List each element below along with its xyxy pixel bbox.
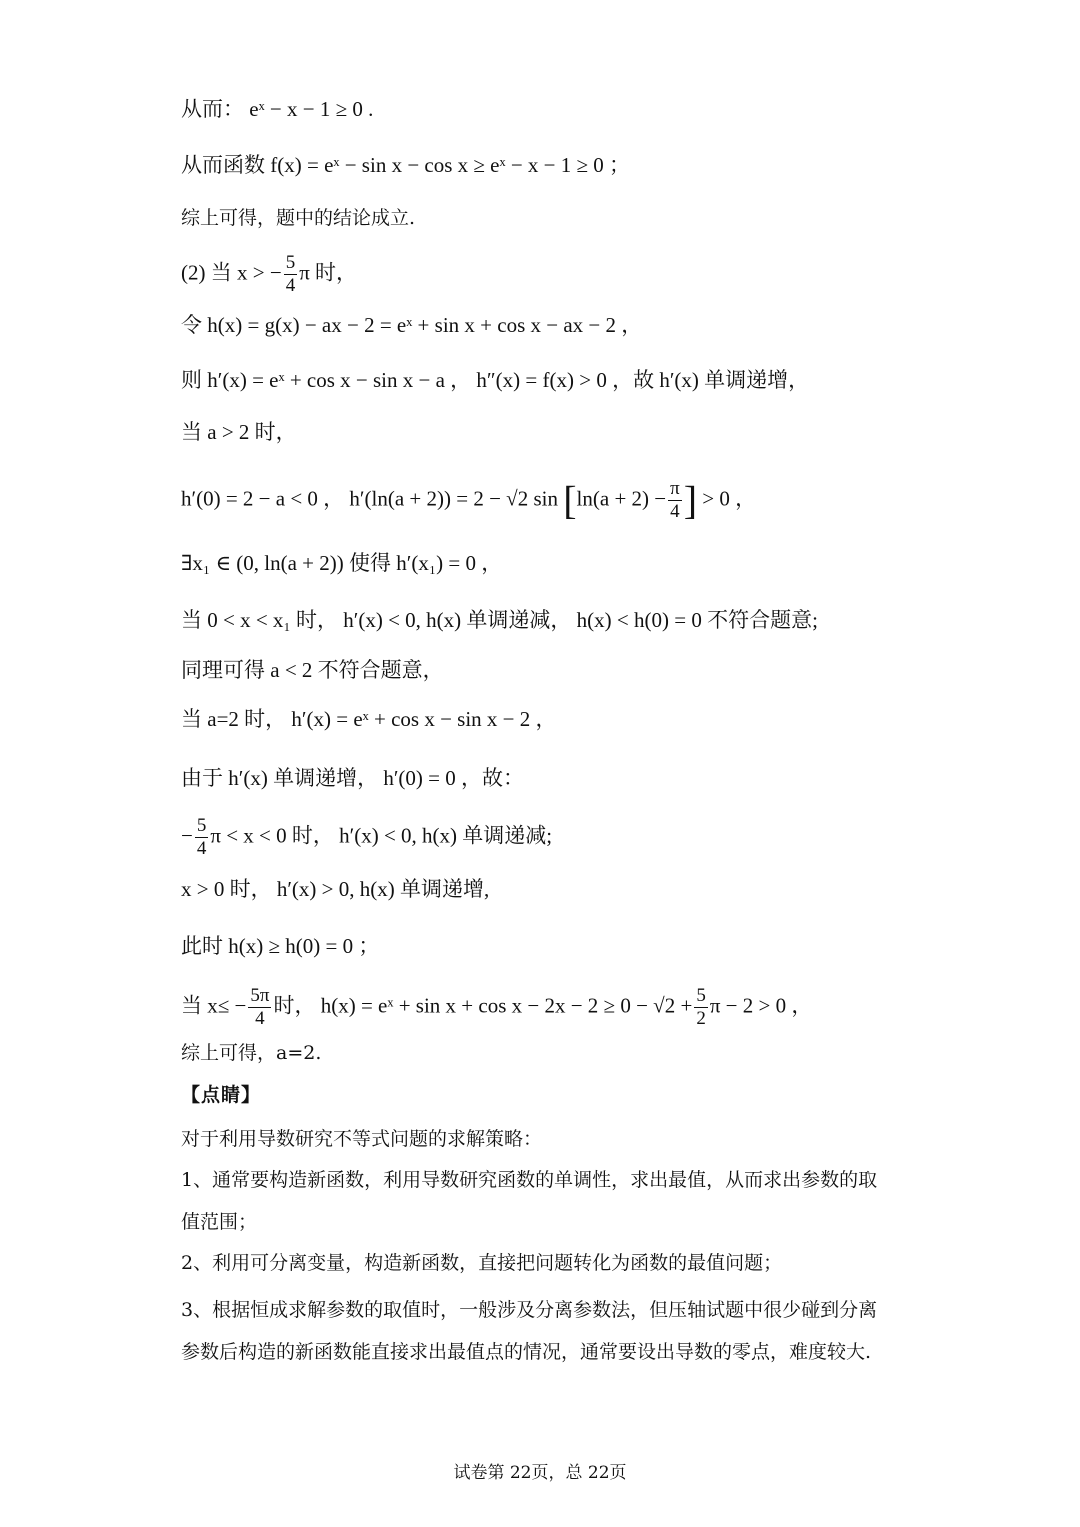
note-item-2: 2、利用可分离变量，构造新函数，直接把问题转化为函数的最值问题；: [181, 1252, 783, 1274]
fraction-numerator: π: [670, 478, 680, 499]
line-11: 同理可得 a < 2 不符合题意，: [181, 658, 444, 682]
line-13: 由于 h′(x) 单调递增， h′(0) = 0 ，故：: [181, 766, 525, 790]
line-7: 当 a > 2 时，: [181, 420, 297, 444]
fraction: [284, 252, 298, 297]
line-8-post: > 0 ，: [702, 486, 757, 511]
fraction-denominator: 4: [196, 838, 207, 859]
fraction: [248, 985, 271, 1030]
line-12: 当 a=2 时， h′(x) = eˣ + cos x − sin x − 2 ，: [181, 707, 557, 731]
line-14: [181, 815, 911, 860]
fraction-numerator: 5: [196, 815, 207, 836]
fraction-denominator: 2: [696, 1008, 706, 1029]
note-title: 【点睛】: [181, 1084, 262, 1106]
note-intro: 对于利用导数研究不等式问题的求解策略：: [181, 1128, 543, 1150]
line-17: [181, 985, 911, 1030]
line-8-mid: ln(a + 2) −: [576, 486, 667, 511]
left-bracket: [: [563, 477, 577, 523]
line-17-pre: 当 x≤ −: [181, 993, 247, 1018]
line-5: 令 h(x) = g(x) − ax − 2 = eˣ + sin x + cos x − ax − 2 ，: [181, 313, 643, 337]
line-8: [181, 478, 911, 523]
line-18: 综上可得，a=2.: [181, 1042, 322, 1064]
page-footer: 试卷第 22页，总 22页: [453, 1463, 627, 1483]
line-4: [181, 252, 911, 297]
fraction-denominator: 4: [285, 275, 296, 296]
line-10: 当 0 < x < x₁ 时， h′(x) < 0, h(x) 单调递减， h(x) < h(0) = 0 不符合题意;: [181, 608, 818, 632]
note-item-3: 3、根据恒成求解参数的取值时，一般涉及分离参数法，但压轴试题中很少碰到分离参数后构造的新函数能直接求出最值点的情况，通常要设出导数的零点，难度较大.: [181, 1299, 878, 1363]
fraction-denominator: 4: [255, 1008, 265, 1029]
line-4-pre: (2) 当 x > −: [181, 260, 282, 285]
line-14-pre: −: [181, 823, 193, 848]
line-6: 则 h′(x) = eˣ + cos x − sin x − a ， h″(x) = f(x) > 0 ，故 h′(x) 单调递增，: [181, 368, 810, 392]
right-bracket: ]: [683, 477, 698, 523]
fraction: [668, 478, 682, 523]
line-4-post: π 时，: [299, 260, 358, 285]
line-3: 综上可得，题中的结论成立.: [181, 207, 416, 229]
fraction-numerator: 5: [696, 985, 706, 1006]
line-17-post: π − 2 > 0 ，: [709, 993, 813, 1018]
fraction: [694, 985, 708, 1030]
line-1: 从而： eˣ − x − 1 ≥ 0 .: [181, 97, 374, 121]
line-9: ∃x₁ ∈ (0, ln(a + 2)) 使得 h′(x₁) = 0 ，: [181, 551, 503, 575]
fraction-denominator: 4: [670, 501, 680, 522]
line-8-pre: h′(0) = 2 − a < 0 ， h′(ln(a + 2)) = 2 − √2 sin: [181, 486, 558, 511]
fraction-numerator: 5: [285, 252, 296, 273]
line-14-post: π < x < 0 时， h′(x) < 0, h(x) 单调递减;: [210, 823, 553, 848]
line-16: 此时 h(x) ≥ h(0) = 0 ；: [181, 934, 380, 958]
fraction: [195, 815, 209, 860]
line-15: x > 0 时， h′(x) > 0, h(x) 单调递增,: [181, 877, 490, 901]
note-item-1: 1、通常要构造新函数，利用导数研究函数的单调性，求出最值，从而求出参数的取值范围；: [181, 1169, 878, 1233]
line-17-mid: 时， h(x) = eˣ + sin x + cos x − 2x − 2 ≥ 0 − √2 +: [273, 993, 693, 1018]
fraction-numerator: 5π: [250, 985, 270, 1006]
line-2: 从而函数 f(x) = eˣ − sin x − cos x ≥ eˣ − x − 1 ≥ 0 ；: [181, 153, 631, 177]
